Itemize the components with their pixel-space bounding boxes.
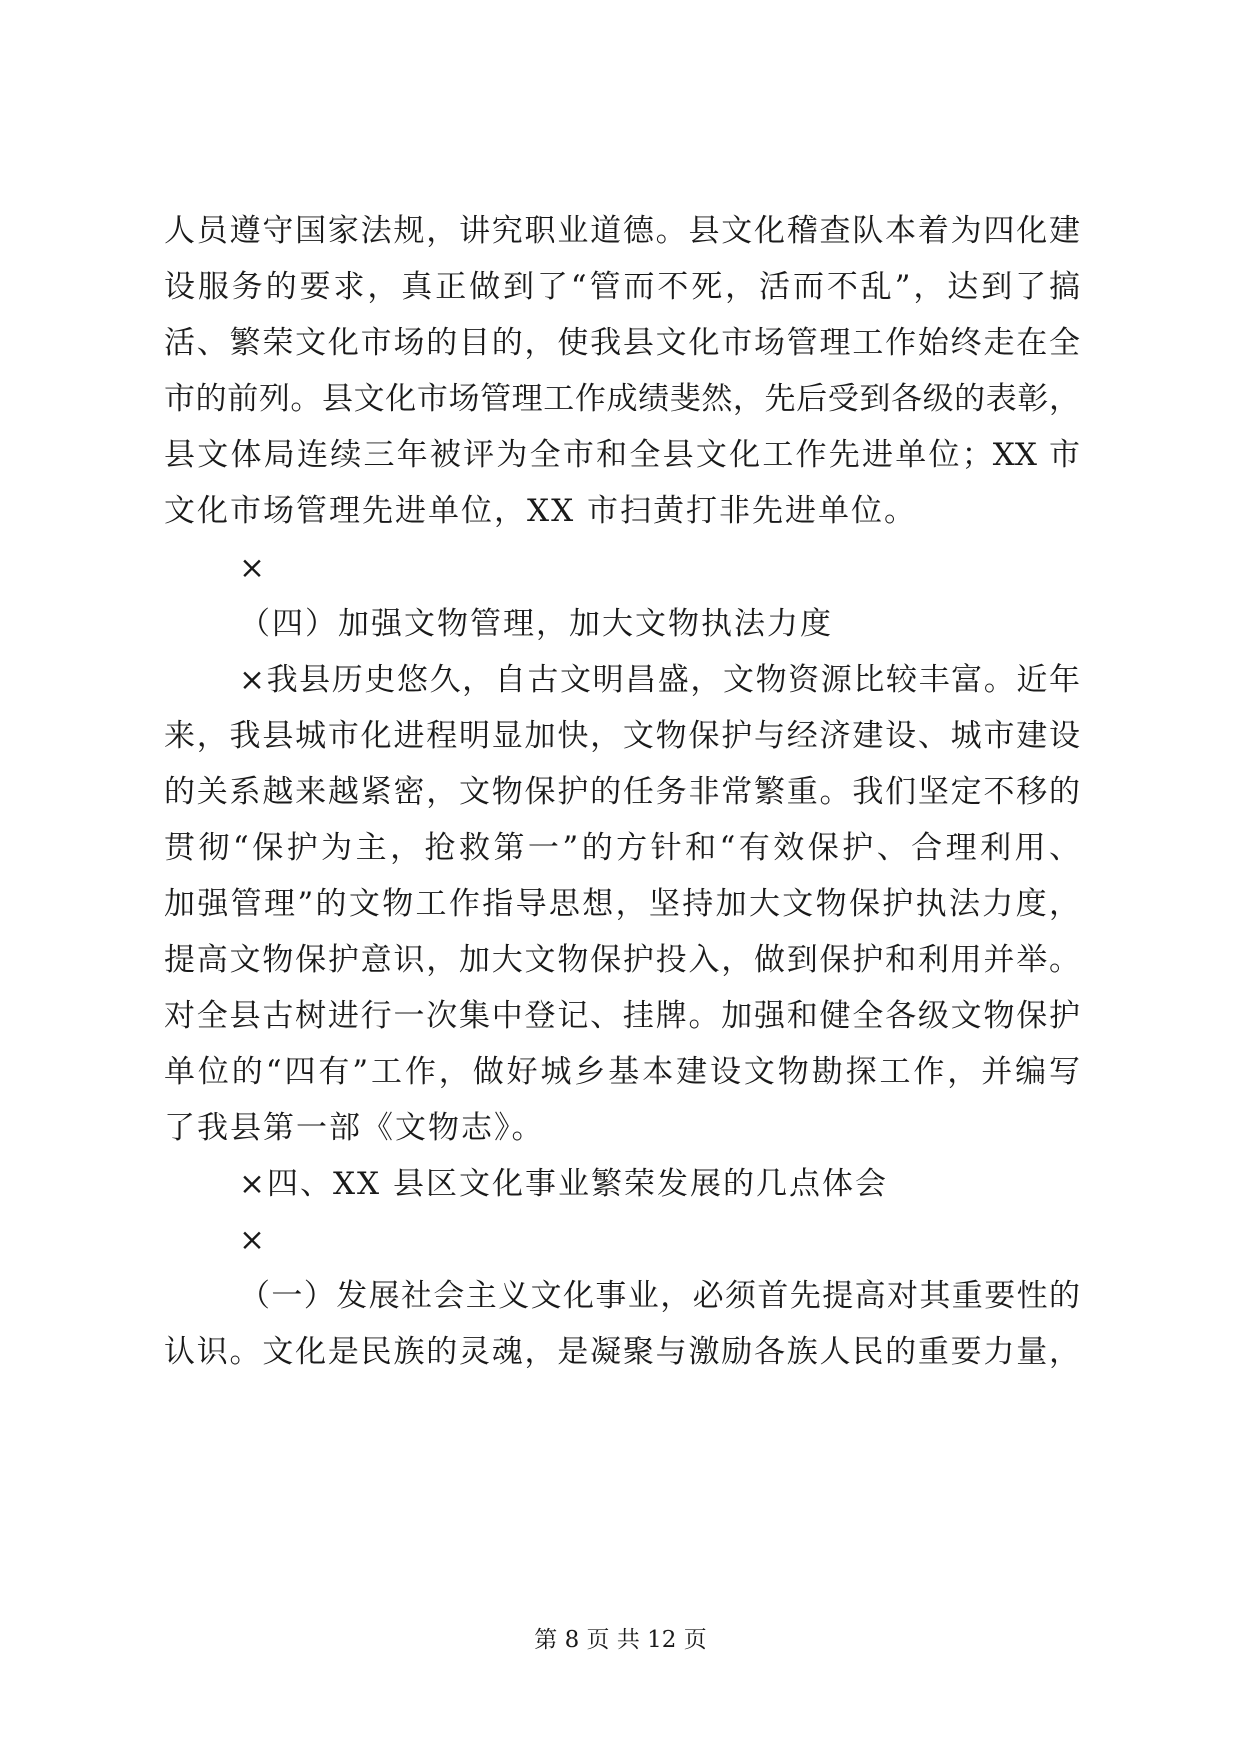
text-line: 对全县古树进行一次集中登记、挂牌。加强和健全各级文物保护: [164, 998, 1080, 1034]
text-line: 文化市场管理先进单位，XX 市扫黄打非先进单位。: [164, 493, 917, 529]
text-line: 活、繁荣文化市场的目的，使我县文化市场管理工作始终走在全: [164, 325, 1080, 361]
text-line: 来，我县城市化进程明显加快，文物保护与经济建设、城市建设: [164, 718, 1080, 754]
text-line: 人员遵守国家法规，讲究职业道德。县文化稽查队本着为四化建: [164, 213, 1080, 249]
text-line: ×我县历史悠久，自古文明昌盛，文物资源比较丰富。近年: [239, 662, 1080, 698]
text-line: 加强管理”的文物工作指导思想，坚持加大文物保护执法力度，: [164, 886, 1080, 922]
text-line: 贯彻“保护为主，抢救第一”的方针和“有效保护、合理利用、: [164, 830, 1080, 866]
text-line: 市的前列。县文化市场管理工作成绩斐然，先后受到各级的表彰，: [164, 381, 1080, 417]
text-line: 认识。文化是民族的灵魂，是凝聚与激励各族人民的重要力量，: [164, 1334, 1080, 1370]
text-line: 了我县第一部《文物志》。: [164, 1110, 545, 1146]
text-line: 设服务的要求，真正做到了“管而不死，活而不乱”，达到了搞: [164, 269, 1080, 305]
text-line: （一）发展社会主义文化事业，必须首先提高对其重要性的: [239, 1278, 1080, 1314]
placeholder-mark: ×: [239, 1222, 267, 1258]
text-line: 单位的“四有”工作，做好城乡基本建设文物勘探工作，并编写: [164, 1054, 1080, 1090]
section-heading: （四）加强文物管理，加大文物执法力度: [239, 606, 833, 642]
placeholder-mark: ×: [239, 550, 267, 586]
text-line: 的关系越来越紧密，文物保护的任务非常繁重。我们坚定不移的: [164, 774, 1080, 810]
page-footer: 第 8 页 共 12 页: [534, 1627, 707, 1653]
section-heading: ×四、XX 县区文化事业繁荣发展的几点体会: [239, 1166, 888, 1202]
text-line: 县文体局连续三年被评为全市和全县文化工作先进单位；XX 市: [164, 437, 1080, 473]
text-line: 提高文物保护意识，加大文物保护投入，做到保护和利用并举。: [164, 942, 1080, 978]
